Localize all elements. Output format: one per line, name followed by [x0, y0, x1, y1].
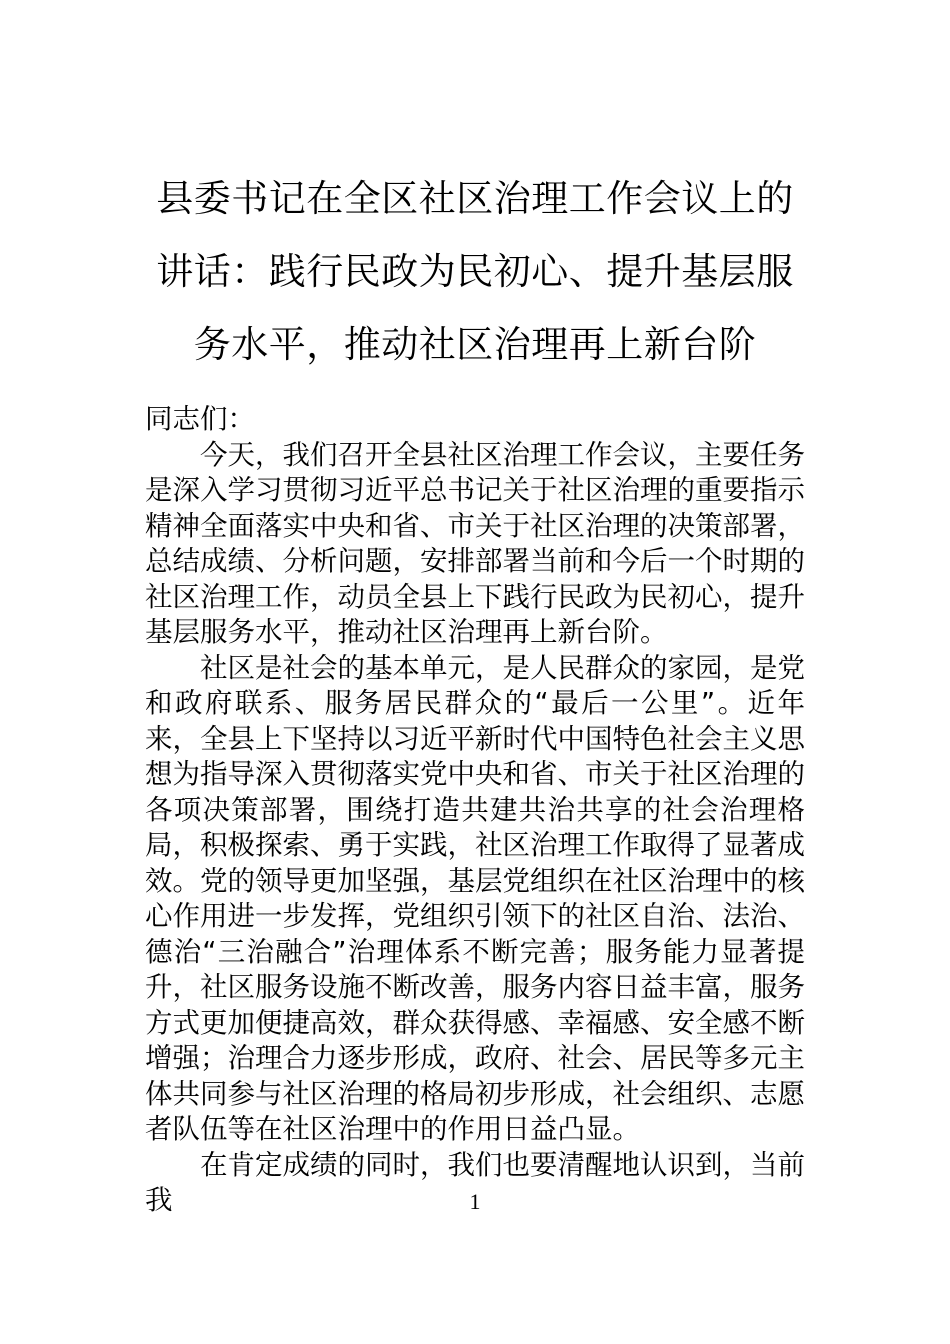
salutation: 同志们： [145, 403, 255, 435]
document-title: 县委书记在全区社区治理工作会议上的讲话：践行民政为民初心、提升基层服务水平，推动社区治理再上新台阶 [156, 177, 794, 366]
paragraph-opening: 今天，我们召开全县社区治理工作会议，主要任务是深入学习贯彻习近平总书记关于社区治理的重要指示精神全面落实中央和省、市关于社区治理的决策部署，总结成绩、分析问题，安排部署当前和今后一个时期的社区治理工作，动员全县上下践行民政为民初心，提升基层服务水平，推动社区治理再上新台阶。 [145, 438, 805, 648]
paragraph-problems: 在肯定成绩的同时，我们也要清醒地认识到，当前我 [145, 1148, 805, 1216]
paragraph-achievements: 社区是社会的基本单元，是人民群众的家园，是党和政府联系、服务居民群众的“最后一公里”。近年来，全县上下坚持以习近平新时代中国特色社会主义思想为指导深入贯彻落实党中央和省、市关于社区治理的各项决策部署，围绕打造共建共治共享的社会治理格局，积极探索、勇于实践，社区治理工作取得了显著成效。党的领导更加坚强，基层党组织在社区治理中的核心作用进一步发挥，党组织引领下的社区自治、法治、德治“三治融合”治理体系不断完善；服务能力显著提升，社区服务设施不断改善，服务内容日益丰富，服务方式更加便捷高效，群众获得感、幸福感、安全感不断增强；治理合力逐步形成，政府、社会、居民等多元主体共同参与社区治理的格局初步形成，社会组织、志愿者队伍等在社区治理中的作用日益凸显。 [145, 651, 805, 1145]
page-number: 1 [469, 1189, 481, 1214]
document-body [145, 402, 805, 1219]
